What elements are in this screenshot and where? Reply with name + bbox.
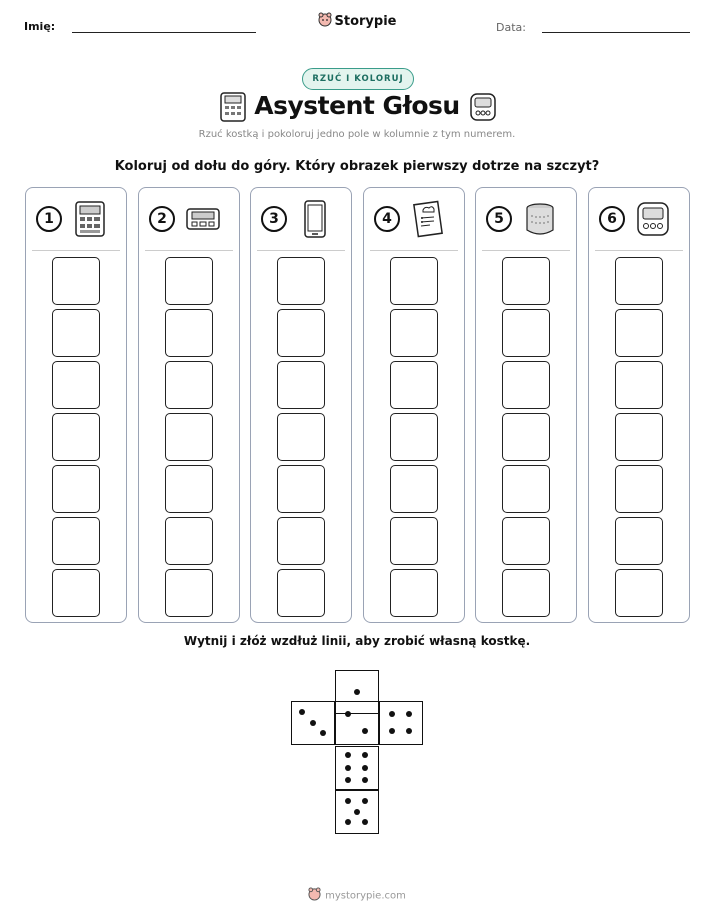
color-box[interactable] <box>165 361 213 409</box>
dice-pip <box>389 728 395 734</box>
color-box[interactable] <box>502 569 550 617</box>
column-6 <box>588 187 690 623</box>
activity-badge: RZUĆ I KOLORUJ <box>302 68 414 90</box>
color-box[interactable] <box>165 413 213 461</box>
color-box[interactable] <box>502 309 550 357</box>
color-box[interactable] <box>165 309 213 357</box>
column-1 <box>25 187 127 623</box>
dice-pip <box>345 798 351 804</box>
dice-face-5 <box>335 790 379 834</box>
dice-pip <box>362 819 368 825</box>
color-box[interactable] <box>502 517 550 565</box>
color-box[interactable] <box>277 413 325 461</box>
recipe-card-icon <box>410 200 446 238</box>
column-number: 4 <box>374 206 400 232</box>
color-box[interactable] <box>277 361 325 409</box>
brand-logo <box>0 12 714 31</box>
column-4 <box>363 187 465 623</box>
dice-pip <box>362 765 368 771</box>
dice-pip <box>362 728 368 734</box>
dice-pip <box>406 728 412 734</box>
dice-pip <box>299 709 305 715</box>
color-box[interactable] <box>502 361 550 409</box>
storypie-mascot-icon <box>318 12 332 31</box>
column-2 <box>138 187 240 623</box>
radio-device-icon <box>185 200 221 238</box>
page-title: Asystent Głosu <box>254 91 460 120</box>
dice-face-4 <box>379 701 423 745</box>
brand-name: Storypie <box>334 14 397 29</box>
cut-instruction: Wytnij i złóż wzdłuż linii, aby zrobić własną kostkę. <box>183 634 531 648</box>
dice-pip <box>320 730 326 736</box>
column-number: 3 <box>261 206 287 232</box>
column-divider <box>482 250 570 251</box>
color-box[interactable] <box>615 309 663 357</box>
color-box[interactable] <box>390 517 438 565</box>
instruction: Koloruj od dołu do góry. Który obrazek pierwszy dotrze na szczyt? <box>114 159 600 174</box>
color-box[interactable] <box>277 465 325 513</box>
footer <box>0 887 714 904</box>
color-box[interactable] <box>165 257 213 305</box>
color-box[interactable] <box>615 413 663 461</box>
dice-pip <box>345 711 351 717</box>
column-3 <box>250 187 352 623</box>
color-box[interactable] <box>165 517 213 565</box>
name-label: Imię: <box>24 20 56 33</box>
color-box[interactable] <box>615 257 663 305</box>
color-box[interactable] <box>390 413 438 461</box>
dice-pip <box>345 777 351 783</box>
color-box[interactable] <box>277 569 325 617</box>
color-box[interactable] <box>390 309 438 357</box>
smart-speaker-panel-icon <box>72 200 108 238</box>
color-box[interactable] <box>52 257 100 305</box>
dice-pip <box>354 809 360 815</box>
color-box[interactable] <box>52 465 100 513</box>
footer-mascot-icon <box>308 887 321 904</box>
color-box[interactable] <box>390 569 438 617</box>
color-box[interactable] <box>615 517 663 565</box>
color-box[interactable] <box>390 465 438 513</box>
dice-pip <box>362 752 368 758</box>
column-divider <box>595 250 683 251</box>
color-box[interactable] <box>502 465 550 513</box>
dice-face-6 <box>335 746 379 790</box>
name-line[interactable] <box>72 32 256 33</box>
color-box[interactable] <box>165 465 213 513</box>
color-box[interactable] <box>390 257 438 305</box>
dice-pip <box>362 777 368 783</box>
column-number: 6 <box>599 206 625 232</box>
column-divider <box>257 250 345 251</box>
date-label: Data: <box>496 21 526 34</box>
color-box[interactable] <box>165 569 213 617</box>
color-box[interactable] <box>52 517 100 565</box>
color-box[interactable] <box>52 413 100 461</box>
smartphone-icon <box>297 200 333 238</box>
color-box[interactable] <box>52 309 100 357</box>
color-box[interactable] <box>502 257 550 305</box>
column-divider <box>145 250 233 251</box>
color-box[interactable] <box>502 413 550 461</box>
color-box[interactable] <box>615 569 663 617</box>
color-box[interactable] <box>277 257 325 305</box>
dice-pip <box>345 752 351 758</box>
dice-pip <box>389 711 395 717</box>
column-number: 1 <box>36 206 62 232</box>
dice-pip <box>354 689 360 695</box>
color-box[interactable] <box>615 465 663 513</box>
column-number: 5 <box>486 206 512 232</box>
dice-face-3 <box>291 701 335 745</box>
dice-pip <box>310 720 316 726</box>
color-box[interactable] <box>52 569 100 617</box>
color-box[interactable] <box>615 361 663 409</box>
footer-url[interactable]: mystorypie.com <box>325 890 406 902</box>
smart-display-icon <box>635 200 671 238</box>
column-number: 2 <box>149 206 175 232</box>
dice-pip <box>345 819 351 825</box>
color-box[interactable] <box>390 361 438 409</box>
color-box[interactable] <box>277 309 325 357</box>
column-divider <box>32 250 120 251</box>
color-box[interactable] <box>277 517 325 565</box>
dice-pip <box>362 798 368 804</box>
title-right-timer-icon <box>470 93 496 125</box>
color-box[interactable] <box>52 361 100 409</box>
dice-pip <box>406 711 412 717</box>
dice-pip <box>345 765 351 771</box>
dice-face-2 <box>335 701 379 745</box>
round-smart-speaker-icon <box>522 200 558 238</box>
column-5 <box>475 187 577 623</box>
date-line[interactable] <box>542 32 690 33</box>
subtitle: Rzuć kostką i pokoloruj jedno pole w kolumnie z tym numerem. <box>198 129 516 140</box>
column-divider <box>370 250 458 251</box>
